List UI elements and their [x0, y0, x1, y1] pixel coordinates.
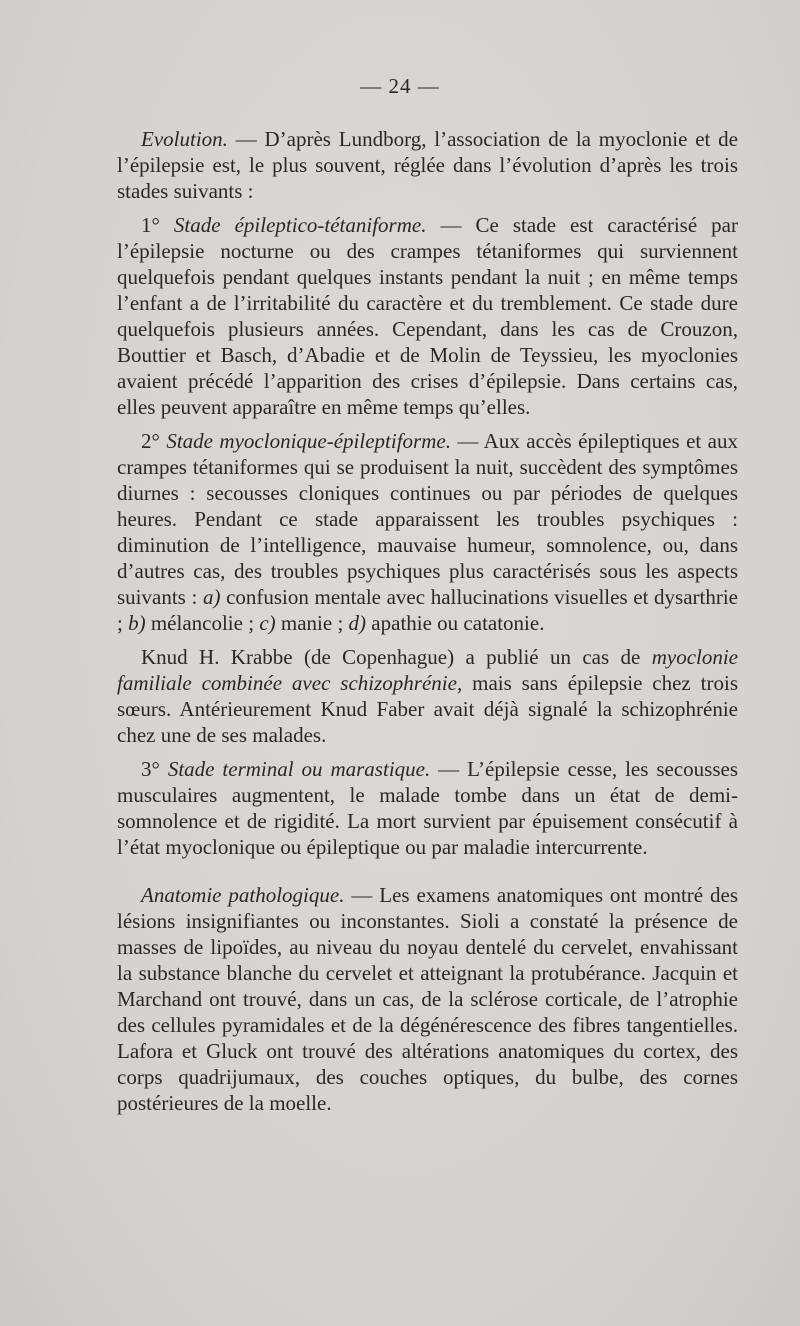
heading-stade-1: Stade épileptico-tétaniforme. — [173, 213, 427, 237]
page-number: — 24 — — [360, 74, 440, 98]
list-marker-b: b) — [128, 611, 146, 635]
stage-number: 1° — [141, 213, 174, 237]
paragraph-text: mais sans épilepsie chez trois sœurs. Antérieurement Knud Faber avait déjà signalé la schizophrénie chez une de ses malades. — [117, 671, 738, 747]
paragraph-text: — D’après Lundborg, l’association de la myoclonie et de l’épilepsie est, le plus souvent, réglée dans l’évolution d’après les trois stades suivants : — [117, 127, 738, 203]
paragraph-text: apathie ou catatonie. — [366, 611, 545, 635]
list-marker-a: a) — [202, 585, 221, 609]
paragraph-evolution — [117, 126, 738, 204]
heading-stade-3: Stade terminal ou marastique. — [167, 757, 431, 781]
text-block — [117, 126, 738, 1124]
heading-anatomie-pathologique: Anatomie pathologique. — [141, 883, 345, 907]
paragraph-text: mélancolie ; — [145, 611, 260, 635]
paragraph-anatomie — [117, 882, 738, 1116]
list-marker-d: d) — [348, 611, 367, 635]
emphasis-myoclonie-familiale: myoclonie familiale combinée avec schizophrénie, — [117, 645, 738, 695]
stage-number: 2° — [141, 429, 167, 453]
paragraph-stade-2 — [117, 428, 738, 636]
paragraph-text: — L’épilepsie cesse, les secousses musculaires augmentent, le malade tombe dans un état de demi-somnolence et de rigidité. La mort survient par épuisement consécutif à l’état myoclonique ou épileptique ou par maladie intercurrente. — [117, 757, 738, 859]
heading-evolution: Evolution. — [141, 127, 228, 151]
paragraph-stade-1 — [117, 212, 738, 420]
heading-stade-2: Stade myoclonique-épileptiforme. — [166, 429, 451, 453]
paragraph-text: — Les examens anatomiques ont montré des lésions insignifiantes ou inconstantes. Sioli a constaté la présence de masses de lipoïdes, au niveau du noyau dentelé du cervelet, envahissant la substance blanche du cervelet et atteignant la protubérance. Jacquin et Marchand ont trouvé, dans un cas, de la sclérose corticale, de l’atrophie des cellules pyramidales et de la dégénérescence des fibres tangentielles. Lafora et Gluck ont trouvé des altérations anatomiques du cortex, des corps quadrijumaux, des couches optiques, du bulbe, des cornes postérieures de la moelle. — [117, 883, 738, 1115]
list-marker-c: c) — [259, 611, 276, 635]
paragraph-text: confusion mentale avec hallucinations visuelles et dysarthrie ; — [117, 585, 739, 635]
paragraph-text: — Aux accès épileptiques et aux crampes tétaniformes qui se produisent la nuit, succèdent des symptômes diurnes : secousses cloniques continues ou par périodes de quelques heures. Pendant ce stade apparaissent les troubles psychiques : diminution de l’intelligence, mauvaise humeur, somnolence, ou, dans d’autres cas, des troubles psychiques plus caractérisés sous les aspects suivants : — [117, 429, 738, 609]
paragraph-krabbe — [117, 644, 738, 748]
paragraph-text: — Ce stade est caractérisé par l’épilepsie nocturne ou des crampes tétaniformes qui surviennent quelquefois pendant quelques instants pendant la nuit ; en même temps l’enfant a de l’irritabilité du caractère et du tremblement. Ce stade dure quelquefois plusieurs années. Cependant, dans les cas de Crouzon, Bouttier et Basch, d’Abadie et de Molin de Teyssieu, les myoclonies avaient précédé l’apparition des crises d’épilepsie. Dans certains cas, elles peuvent apparaître en même temps qu’elles. — [117, 213, 738, 419]
paragraph-text: manie ; — [275, 611, 349, 635]
paragraph-text: Knud H. Krabbe (de Copenhague) a publié un cas de — [141, 645, 652, 669]
paragraph-stade-3 — [117, 756, 738, 860]
stage-number: 3° — [141, 757, 168, 781]
